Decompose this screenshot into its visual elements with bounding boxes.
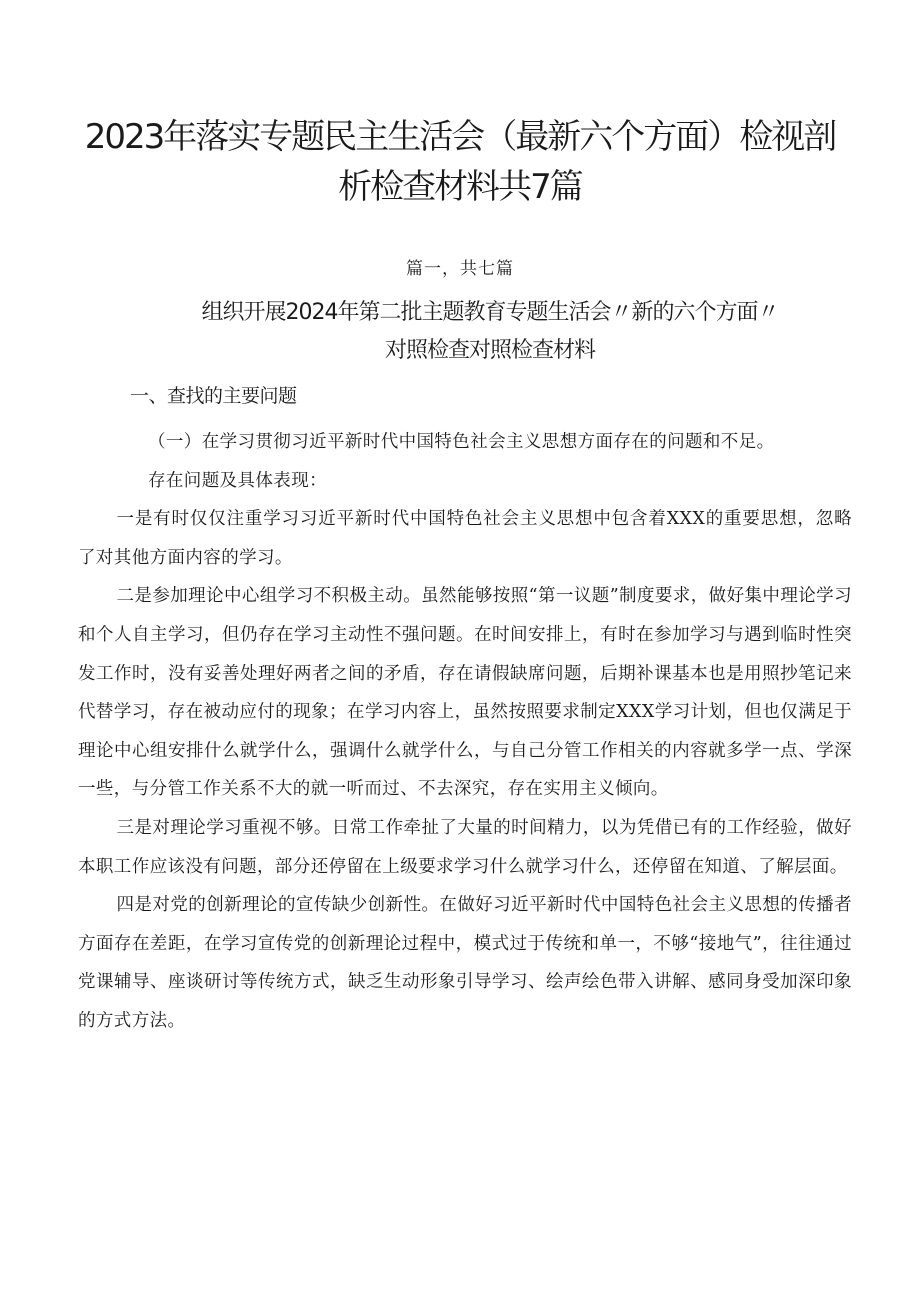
article-subtitle-line-1: 组织开展2024年第二批主题教育专题生活会〃新的六个方面〃 [201, 300, 779, 325]
paragraph: 二是参加理论中心组学习不积极主动。虽然能够按照“第一议题”制度要求，做好集中理论学习和个人自主学习，但仍存在学习主动性不强问题。在时间安排上，有时在参加学习与遇到临时性突发工作时，没有妥善处理好两者之间的矛盾，存在请假缺席问题，后期补课基本也是用照抄笔记来代替学习，存在被动应付的现象；在学习内容上，虽然按照要求制定XXX学习计划，但也仅满足于理论中心组安排什么就学什么，强调什么就学什么，与自己分管工作相关的内容就多学一点、学深一些，与分管工作关系不大的就一听而过、不去深究，存在实用主义倾向。 [78, 586, 852, 800]
paragraph: 四是对党的创新理论的宣传缺少创新性。在做好习近平新时代中国特色社会主义思想的传播者方面存在差距，在学习宣传党的创新理论过程中，模式过于传统和单一，不够“接地气”，往往通过党课辅导、座谈研讨等传统方式，缺乏生动形象引导学习、绘声绘色带入讲解、感同身受加深印象的方式方法。 [78, 895, 852, 1031]
section-label: 篇一，共七篇 [406, 259, 514, 279]
paragraph: 三是对理论学习重视不够。日常工作牵扯了大量的时间精力，以为凭借已有的工作经验，做好本职工作应该没有问题，部分还停留在上级要求学习什么就学习什么，还停留在知道、了解层面。 [78, 817, 852, 877]
paragraph: 存在问题及具体表现： [148, 470, 327, 491]
article-subtitle-line-2: 对照检查对照检查材料 [384, 338, 595, 363]
paragraph: （一）在学习贯彻习近平新时代中国特色社会主义思想方面存在的问题和不足。 [148, 432, 775, 452]
document-title [60, 112, 860, 212]
document-title-line-2: 析检查材料共7篇 [338, 167, 582, 207]
section-heading: 一、查找的主要问题 [130, 385, 297, 407]
paragraph: 一是有时仅仅注重学习习近平新时代中国特色社会主义思想中包含着XXX的重要思想，忽略了对其他方面内容的学习。 [78, 509, 852, 568]
article-subtitle [100, 294, 880, 370]
body-text [78, 423, 852, 1041]
document-title-line-1: 2023年落实专题民主生活会（最新六个方面）检视剖 [84, 117, 836, 157]
